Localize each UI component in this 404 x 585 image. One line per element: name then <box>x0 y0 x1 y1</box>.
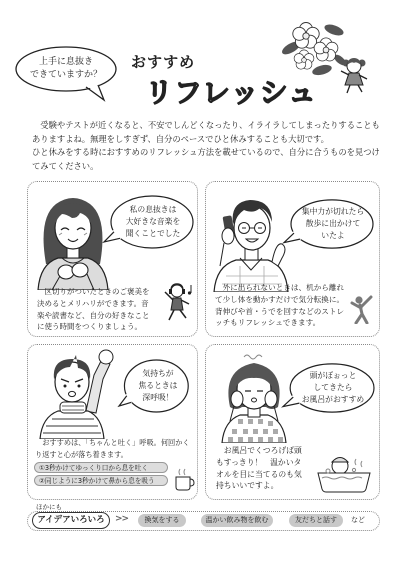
panel-breathing <box>27 344 198 500</box>
panel-caption: 区切りがついたときのご褒美を決めるとメリハリができます。音楽や読書など、自分の好きなことに使う時間をつくりましょう。 <box>37 287 150 332</box>
speech-bubble <box>104 194 194 250</box>
boy-fist-illustration <box>32 347 118 439</box>
panel-bath <box>205 344 380 500</box>
speech-bubble <box>284 198 374 250</box>
bubble-line: 大好きな音楽を <box>125 217 181 226</box>
breathing-step: ①3秒かけてゆっくり口から息を吐く <box>34 462 168 473</box>
bubble-line: 私の息抜きは <box>129 205 177 214</box>
panel-caption: お風呂でくつろげば頭もすっきり！ 温かいタオルを目に当てるのも気持ちいいですよ。 <box>216 446 302 491</box>
page-title: リフレッシュ <box>145 76 318 109</box>
header-bubble-line: 上手に息抜き <box>38 57 93 67</box>
bubble-line: 聞くことでした <box>125 229 181 238</box>
panel-walk <box>205 181 380 337</box>
double-arrow-icon: >> <box>115 514 129 524</box>
title-small: おすすめ <box>131 53 196 71</box>
panel-music <box>27 181 198 337</box>
bubble-line: 深呼吸！ <box>142 393 174 402</box>
flower-illustration <box>282 18 346 78</box>
speech-bubble <box>283 362 375 414</box>
bubble-line: 気持ちが <box>142 369 174 378</box>
bubble-line: 焦るときは <box>138 381 178 390</box>
bubble-line: いたよ <box>321 231 345 240</box>
breathing-step: ②同じように3秒かけて鼻から息を吸う <box>34 475 168 486</box>
girl-tired-illustration <box>214 349 294 443</box>
panel-caption: 外に出られないときは、机から離れて少し体を動かすだけで気分転換に。背伸びや首・うでを回すなどのストレッチもリフレッシュできます。 <box>215 283 345 328</box>
bubble-line: してきたら <box>313 383 353 392</box>
flying-girl-illustration <box>338 55 370 95</box>
header-speech-bubble <box>12 45 120 101</box>
stretching-person-illustration <box>346 294 376 324</box>
idea-pill: 換気をする <box>138 514 186 527</box>
panel-caption: おすすめは、「ちゃんと吐く」呼吸。何回かくり返すと心が落ち着きます。 <box>35 438 190 459</box>
bathtub-illustration <box>316 451 372 493</box>
hot-drink-illustration <box>173 467 195 491</box>
idea-pill: 温かい飲み物を飲む <box>201 514 273 527</box>
dancing-person-illustration <box>161 282 195 322</box>
girl-listening-illustration <box>32 188 114 290</box>
speech-bubble <box>119 358 189 414</box>
more-ideas-suffix: など <box>351 516 365 524</box>
bubble-line: お風呂がおすすめ <box>301 395 365 404</box>
idea-pill: 友だちと話す <box>289 514 343 527</box>
bubble-line: 集中力が切れたら <box>301 207 365 216</box>
bubble-line: 頭がぼぉっと <box>309 371 357 380</box>
intro-paragraph: 受験やテストが近くなると、不安でしんどくなったり、イライラしてしまったりすることもありますよね。無理をしすぎず、自分のペースでひと休みすることも大切です。 <box>32 120 380 144</box>
intro-paragraph: ひと休みをする時におすすめのリフレッシュ方法を載せているので、自分に合うものを見つけてみてください。 <box>32 147 380 171</box>
bubble-line: 散歩に出かけて <box>305 219 361 228</box>
man-phone-illustration <box>210 186 292 292</box>
more-ideas-prefix: ほかにも <box>36 503 62 511</box>
more-ideas-label: アイデアいろいろ <box>32 512 110 529</box>
intro-text <box>32 119 384 173</box>
header-bubble-line: できていますか？ <box>29 70 102 80</box>
